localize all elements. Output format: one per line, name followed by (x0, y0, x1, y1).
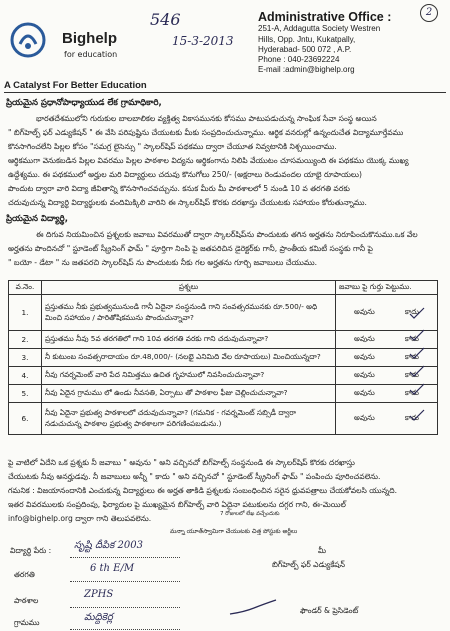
para3-line: పై వాటిలో ఏదేని ఒక ప్రశ్నకు నీ జవాబు " అవును " అని వచ్చినచో బిగ్‌హెల్ప్ సంస్థనుండి ఈ స్కాలర్‌షిప్ కొరకు దరఖాస్తు (8, 458, 355, 467)
para2-line: అర్హతను పొందినచో " స్టూడెంట్ స్క్రీనింగ్ ఫామ్ " పూర్తిగా నింపి పై జతపరిచిన డైరెక్టర్‌కు గానీ, ప్రాంతీయ కమిటీ సంస్థకు గానీ పై (8, 244, 373, 253)
question-text: నీవు ఏదైన గ్రామము లో ఉండు నీవసతి, ఏర్పాటు తో పాఠశాల ఫీజు చెల్లించుచున్నావా? (42, 385, 336, 403)
sign-organization: బిగ్‌హెల్ప్ ఫర్ ఎడ్యుకేషన్ (272, 560, 345, 569)
para1-line: భారతదేశములోని గురుకుల బాలబాలికల వ్యక్తిత్వ వికాసమునకు కోసము పాటుపడుచున్న సాంఘిక సేవా సంస్థ అయిన (36, 114, 377, 123)
village-label: గ్రామము (14, 618, 40, 627)
school-line (70, 606, 180, 608)
table-row (9, 367, 438, 385)
eligibility-table (8, 280, 438, 435)
answer-no[interactable]: కాదు (404, 388, 419, 397)
small-note: 7 రోజులలో లేఖ వచ్చేందుకు (220, 511, 280, 517)
office-line: 251-A, Addagutta Society Westren (258, 24, 381, 34)
para1-line: పొందుట ద్వారా వారి విద్యా జీవితాన్ని కొనసాగించవచ్చును. కనుక మీరు మీ పాఠశాలలో 5 నుండి 10 వ తరగతి వరకు (8, 184, 350, 193)
row-number: 2. (9, 331, 42, 349)
office-line: Hills, Opp. Jntu, Kukatpally, (258, 34, 356, 44)
para3-line: గమనిక : విజయానందానికి ఎంచుకున్న విద్యార్థులు ఈ అర్హత తాకిడి ప్రశ్నలకు సంబంధించిన సరైన ధ్రువపత్రాలు చేయకోవలసి యున్నది. (8, 486, 397, 495)
tagline: A Catalyst For Better Education (4, 80, 147, 91)
handwritten-date: 15-3-2013 (172, 34, 234, 48)
para3-line: చేయుటకు నీవు అనర్హుడవు. నీ జవాబులు అన్నీ " కాదు " అని వచ్చినచో " స్టూడెంట్ స్క్రీనింగ్ ఫామ్ " పంపించు పూరించవలెను. (8, 472, 381, 481)
col-answer-header: జవాబు పై గుర్తు పెట్టుము. (336, 281, 438, 295)
sign-role: ఫౌండర్ & ప్రెసిడెంట్ (300, 606, 359, 615)
question-text: ప్రస్తుతము నీవు 5వ తరగతిలో గాని 10వ తరగతి వరకు గాని చదువుచున్నావా? (42, 331, 336, 349)
class-line (70, 580, 180, 582)
class-label: తరగతి (14, 570, 35, 579)
village-value[interactable]: మద్దికెర్ల (84, 612, 113, 623)
sign-from: మీ (318, 546, 327, 555)
answer-no[interactable]: కాదు (404, 334, 419, 343)
table-row (9, 295, 438, 331)
row-number: 5. (9, 385, 42, 403)
page-mark: 2 (420, 4, 438, 22)
signature-mark (228, 598, 278, 618)
question-text: నీ కుటుంబ సంవత్సరాదాయం రూ.48,000/- (నలభై ఎనిమిది వేల రూపాయలు) మించియున్నదా? (42, 349, 336, 367)
office-phone: Phone : 040-23692224 (258, 55, 340, 65)
para2-line: ఈ దిగువ నియమించిన ప్రశ్నలకు జవాబు వివరముతో ద్వారా స్కాలర్‌షిప్‌ను పొందుటకు తగిన అర్హతను నిరూపించుకొనుము.ఒక వేల (36, 230, 418, 239)
bighelp-logo (10, 22, 46, 58)
table-row (9, 331, 438, 349)
handwritten-number: 546 (150, 10, 181, 29)
school-label: పాఠశాల (14, 596, 39, 605)
para1-line: ఆర్థికముగా వెనుకబడిన పిల్లల వివరము పిల్లల పాఠశాల విద్యను ఆర్థికంగాను నిలిపి వేయుటం చూసమయ్యింది ఈ పథకము యొక్క ముఖ్య (8, 156, 409, 165)
question-text: నీవు గవర్నమెంట్ వారి పేద నిమిత్తము ఉచిత గృహములో నివసించుచున్నావా? (42, 367, 336, 385)
student-name-line (70, 556, 180, 558)
answer-yes[interactable]: అవును (354, 370, 375, 379)
para1-line: కొనసాగించలేని పిల్లల కోసం "సమగ్ర లైసెన్సు " స్కాలర్‌షిప్ పథకము ద్వారా చేయూత నివ్వటానికి నిశ్చయించాము. (8, 142, 337, 151)
para1-line: " బిగ్‌హెల్ప్ ఫర్ ఎడ్యుకేషన్ " ఈ వేసి పరిపుష్టిను చేయుటకు మీకు సంప్రదించుచున్నాము. ఆర్థిక వనరుల్లో ఉన్నందుచేత విద్యామూర్తేవము (8, 128, 404, 137)
answer-no[interactable]: కాదు (404, 307, 419, 316)
salutation-student: ప్రియమైన విద్యార్థి, (6, 214, 68, 224)
row-number: 1. (9, 295, 42, 331)
para3-line: ఇతర వివరములకు సంప్రదింపు, ఫిర్యాదుల పై ముఖ్యమైన బిగ్‌హెల్ప్ వారి ఏదైనా పటుకులను దగ్గర గాని, ఈ-మెయిల్ (8, 500, 346, 509)
answer-yes[interactable]: అవును (354, 388, 375, 397)
small-note: మన్నా యూత్‌స్వామిగా చేయుటకు చిత్త పోస్టుకు అర్జీలు (170, 528, 298, 535)
office-email: E-mail :admin@bighelp.org (258, 65, 355, 75)
student-name-value[interactable]: సృష్టి దీపిక 2003 (74, 540, 143, 551)
answer-yes[interactable]: అవును (354, 352, 375, 361)
para3-line: info@bighelp.org ద్వారా గాని తెలుపవలెను. (8, 514, 152, 523)
answer-no[interactable]: కాదు (404, 413, 419, 422)
office-line: Hyderabad- 500 072 , A.P. (258, 44, 352, 54)
office-address (258, 12, 446, 76)
brand-subtitle: for education (64, 50, 118, 59)
para2-line: " బయో - డేటా " ను జతపరచి స్కాలర్‌షిప్‌ ను పొందుటకు నీకు గల అర్హతను గూర్చి జవాబులు చేయుము. (8, 258, 318, 267)
table-row (9, 403, 438, 435)
row-number: 4. (9, 367, 42, 385)
class-value[interactable]: 6 th E/M (90, 563, 135, 574)
col-number-header: వ.నెం. (9, 281, 42, 295)
answer-no[interactable]: కాదు (404, 352, 419, 361)
para1-line: ఉద్దేశ్యము. ఈ పథకములో అర్హుల మరి విద్యార్థులు చదువు కొనుగోలు 250/- (అక్షరాలు రెండువందల యాభై రూపాయలు) (8, 170, 362, 179)
row-number: 3. (9, 349, 42, 367)
office-title: Administrative Office : (258, 10, 392, 24)
header-divider (4, 92, 446, 93)
question-text: ప్రస్తుతము నీకు ప్రభుత్వమునుండి గానీ ఏదైనా సంస్థనుండి గాని సంవత్సరమునకు రూ.500/- అధి మించి సహాయం / పారితోషికమును పొందుచున్నావా? (42, 295, 336, 331)
table-row (9, 349, 438, 367)
student-name-label: విద్యార్థి పేరు : (10, 546, 52, 555)
table-row (9, 385, 438, 403)
answer-no[interactable]: కాదు (404, 370, 419, 379)
answer-yes[interactable]: అవును (354, 334, 375, 343)
row-number: 6. (9, 403, 42, 435)
answer-yes[interactable]: అవును (354, 307, 375, 316)
para1-line: చదువుచున్న విద్యార్థి విద్యార్థులకు వందిమిక్కిలి వారిని ఈ స్కాలర్‌షిప్ కొరకు దరఖాస్తు చేయుటకు సహాయం కోరుతున్నాము. (8, 198, 367, 207)
brand-name: Bighelp (62, 30, 117, 47)
school-value[interactable]: ZPHS (84, 589, 114, 600)
tick-marks (408, 300, 428, 440)
table-header-row (9, 281, 438, 295)
salutation-headmaster: ప్రియమైన ప్రధానోపాధ్యాయుడ లేక గ్రామాధికారి, (6, 98, 162, 108)
col-question-header: ప్రశ్నలు (42, 281, 336, 295)
village-line (70, 628, 180, 630)
answer-yes[interactable]: అవును (354, 413, 375, 422)
question-text: నీవు ఏదైనా ప్రభుత్వ పాఠశాలలో చదువుచున్నావా? (గమనిక - గవర్నమెంట్ సబ్సిడీ ద్వారా నడుచుచున్న పాఠశాల ప్రభుత్వ పాఠశాలగా పరిగణింపబడును.) (42, 403, 336, 435)
